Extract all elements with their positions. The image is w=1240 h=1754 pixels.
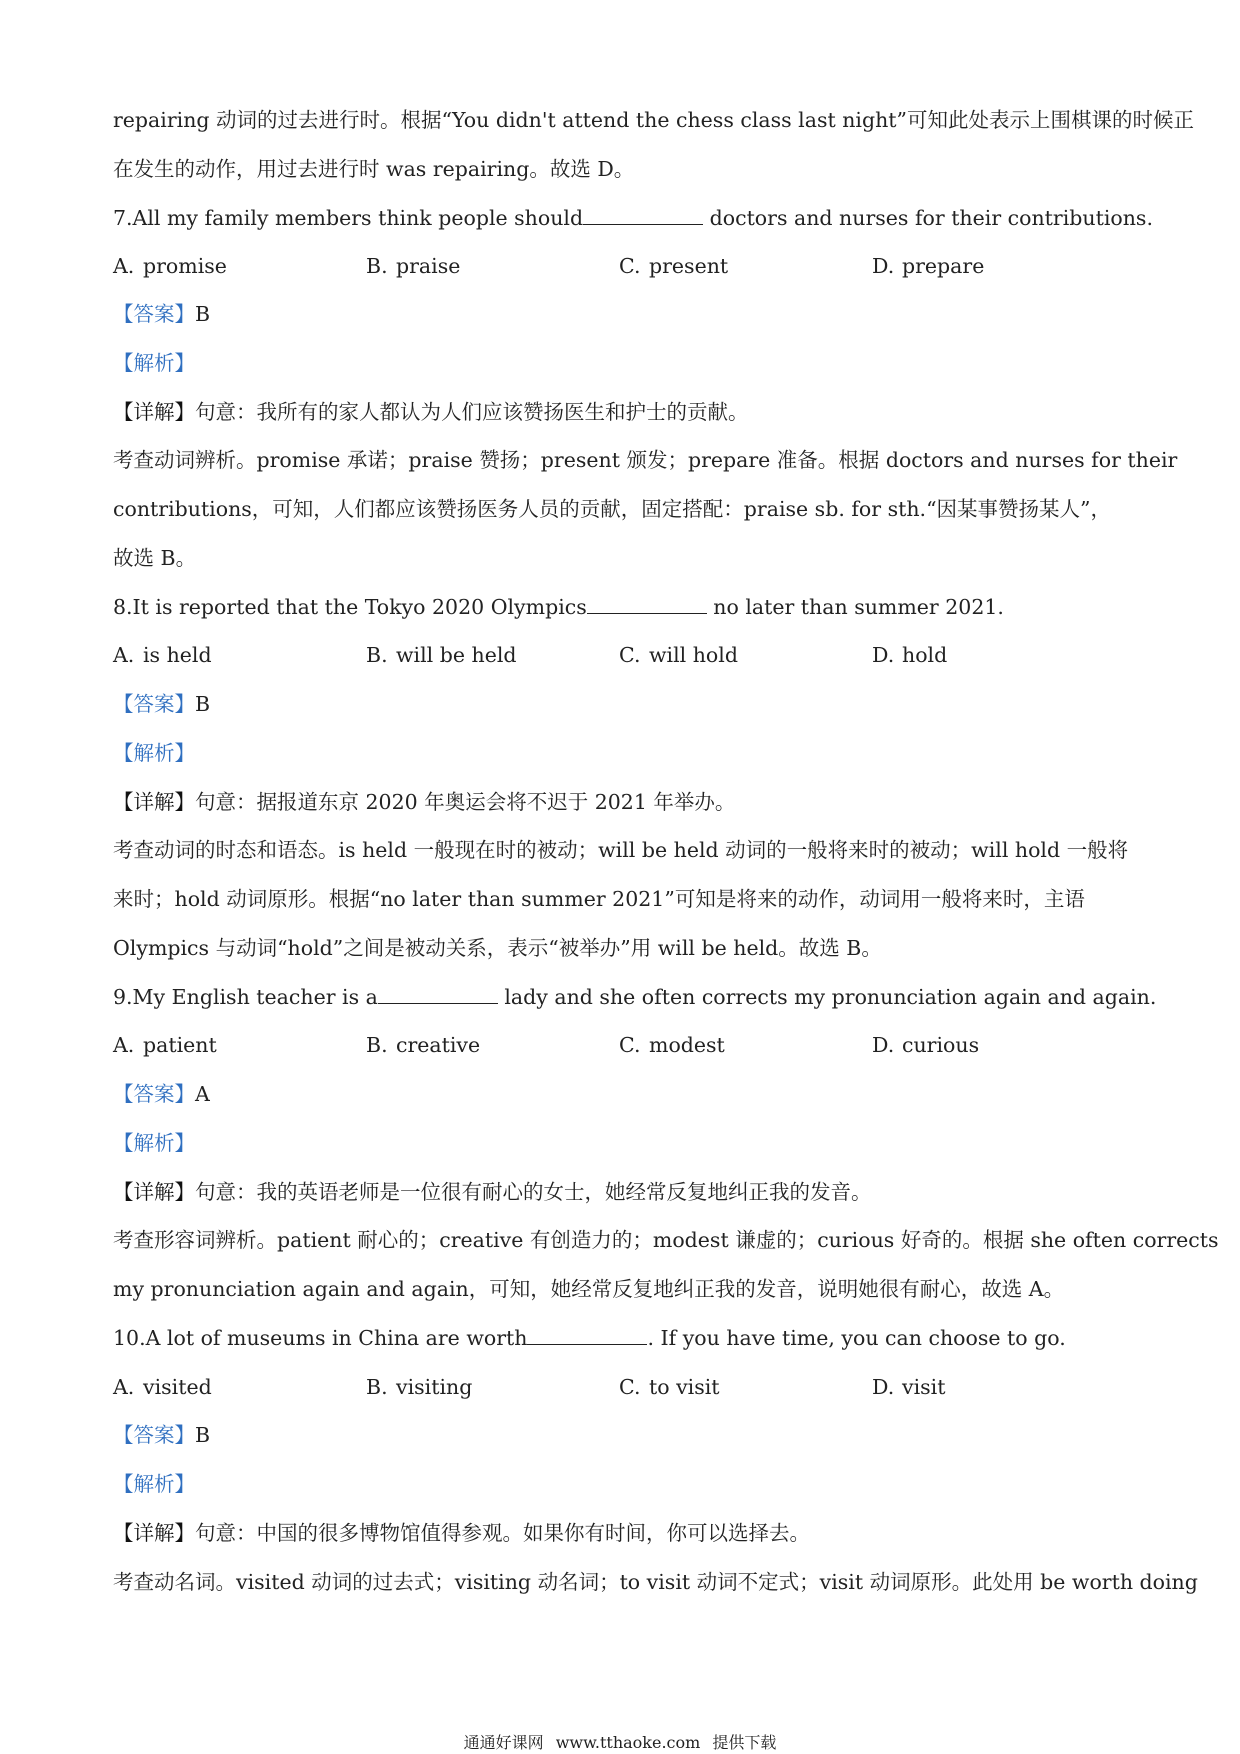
option-c: C. will hold (619, 643, 738, 667)
option-c: C. modest (619, 1033, 725, 1057)
option-d: D. curious (872, 1033, 980, 1057)
option-a: A. patient (113, 1033, 217, 1057)
question-9-explanation-2: my pronunciation again and again，可知，她经常反复地纠正我的发音，说明她很有耐心，故选 A。 (113, 1277, 1065, 1301)
answer-blank (527, 1324, 647, 1345)
question-7-detail: 【详解】句意：我所有的家人都认为人们应该赞扬医生和护士的贡献。 (113, 400, 749, 424)
option-a: A. promise (113, 254, 227, 278)
option-a: A. is held (113, 643, 212, 667)
answer-blank (378, 983, 498, 1004)
question-9-answer: 【答案】A (113, 1082, 210, 1106)
option-b: B. praise (366, 254, 461, 278)
question-9-explanation-1: 考查形容词辨析。patient 耐心的；creative 有创造力的；modest 谦虚的；curious 好奇的。根据 she often corrects (113, 1228, 1219, 1252)
option-a: A. visited (113, 1375, 212, 1399)
option-c: C. present (619, 254, 729, 278)
footer-note: 提供下载 (712, 1733, 777, 1752)
option-d: D. hold (872, 643, 948, 667)
question-7-stem (113, 204, 1153, 232)
question-8-answer: 【答案】B (113, 692, 211, 716)
question-7-explanation-3: 故选 B。 (113, 546, 197, 570)
option-b: B. visiting (366, 1375, 473, 1399)
answer-blank (583, 204, 703, 225)
question-7-explanation-1: 考查动词辨析。promise 承诺；praise 赞扬；present 颁发；prepare 准备。根据 doctors and nurses for their (113, 448, 1178, 472)
option-d: D. prepare (872, 254, 985, 278)
answer-tag: 【答案】 (113, 302, 195, 326)
question-10-answer: 【答案】B (113, 1423, 211, 1447)
page-footer (0, 1733, 1240, 1753)
question-8-explanation-1: 考查动词的时态和语态。is held 一般现在时的被动；will be held 动词的一般将来时的被动；will hold 一般将 (113, 838, 1129, 862)
question-10-stem: 10.A lot of museums in China are worth . If you have time, you can choose to go. (113, 1326, 1066, 1350)
continuation-line-1: repairing 动词的过去进行时。根据“You didn't attend the chess class last night”可知此处表示上围棋课的时候正 (113, 108, 1195, 132)
question-7-options (113, 252, 1133, 280)
question-10-analysis-tag: 【解析】 (113, 1472, 195, 1496)
question-7-analysis-tag: 【解析】 (113, 351, 195, 375)
question-9-options (113, 1031, 1133, 1059)
continuation-line-2: 在发生的动作，用过去进行时 was repairing。故选 D。 (113, 157, 635, 181)
footer-site-name: 通通好课网 (463, 1733, 544, 1752)
question-10-options (113, 1373, 1133, 1401)
question-9-analysis-tag: 【解析】 (113, 1131, 195, 1155)
question-7-explanation-2: contributions，可知，人们都应该赞扬医务人员的贡献，固定搭配：praise sb. for sth.“因某事赞扬某人”， (113, 497, 1112, 521)
question-10-detail: 【详解】句意：中国的很多博物馆值得参观。如果你有时间，你可以选择去。 (113, 1521, 810, 1545)
option-d: D. visit (872, 1375, 946, 1399)
option-c: C. to visit (619, 1375, 720, 1399)
answer-blank (587, 593, 707, 614)
question-9-stem: 9.My English teacher is a lady and she often corrects my pronunciation again and again. (113, 985, 1157, 1009)
stem-text: doctors and nurses for their contributions. (703, 206, 1153, 230)
question-8-explanation-3: Olympics 与动词“hold”之间是被动关系，表示“被举办”用 will be held。故选 B。 (113, 936, 882, 960)
question-8-stem: 8.It is reported that the Tokyo 2020 Olympics no later than summer 2021. (113, 595, 1004, 619)
stem-text: 7.All my family members think people should (113, 206, 584, 230)
option-b: B. creative (366, 1033, 481, 1057)
question-9-detail: 【详解】句意：我的英语老师是一位很有耐心的女士，她经常反复地纠正我的发音。 (113, 1180, 872, 1204)
question-8-analysis-tag: 【解析】 (113, 741, 195, 765)
option-b: B. will be held (366, 643, 517, 667)
answer-value: B (195, 302, 211, 326)
question-8-detail: 【详解】句意：据报道东京 2020 年奥运会将不迟于 2021 年举办。 (113, 790, 736, 814)
question-7-answer (113, 300, 1133, 328)
footer-url[interactable]: www.tthaoke.com (555, 1733, 701, 1752)
question-8-explanation-2: 来时；hold 动词原形。根据“no later than summer 2021”可知是将来的动作，动词用一般将来时，主语 (113, 887, 1085, 911)
question-10-explanation-1: 考查动名词。visited 动词的过去式；visiting 动名词；to visit 动词不定式；visit 动词原形。此处用 be worth doing (113, 1570, 1198, 1594)
question-8-options (113, 641, 1133, 669)
